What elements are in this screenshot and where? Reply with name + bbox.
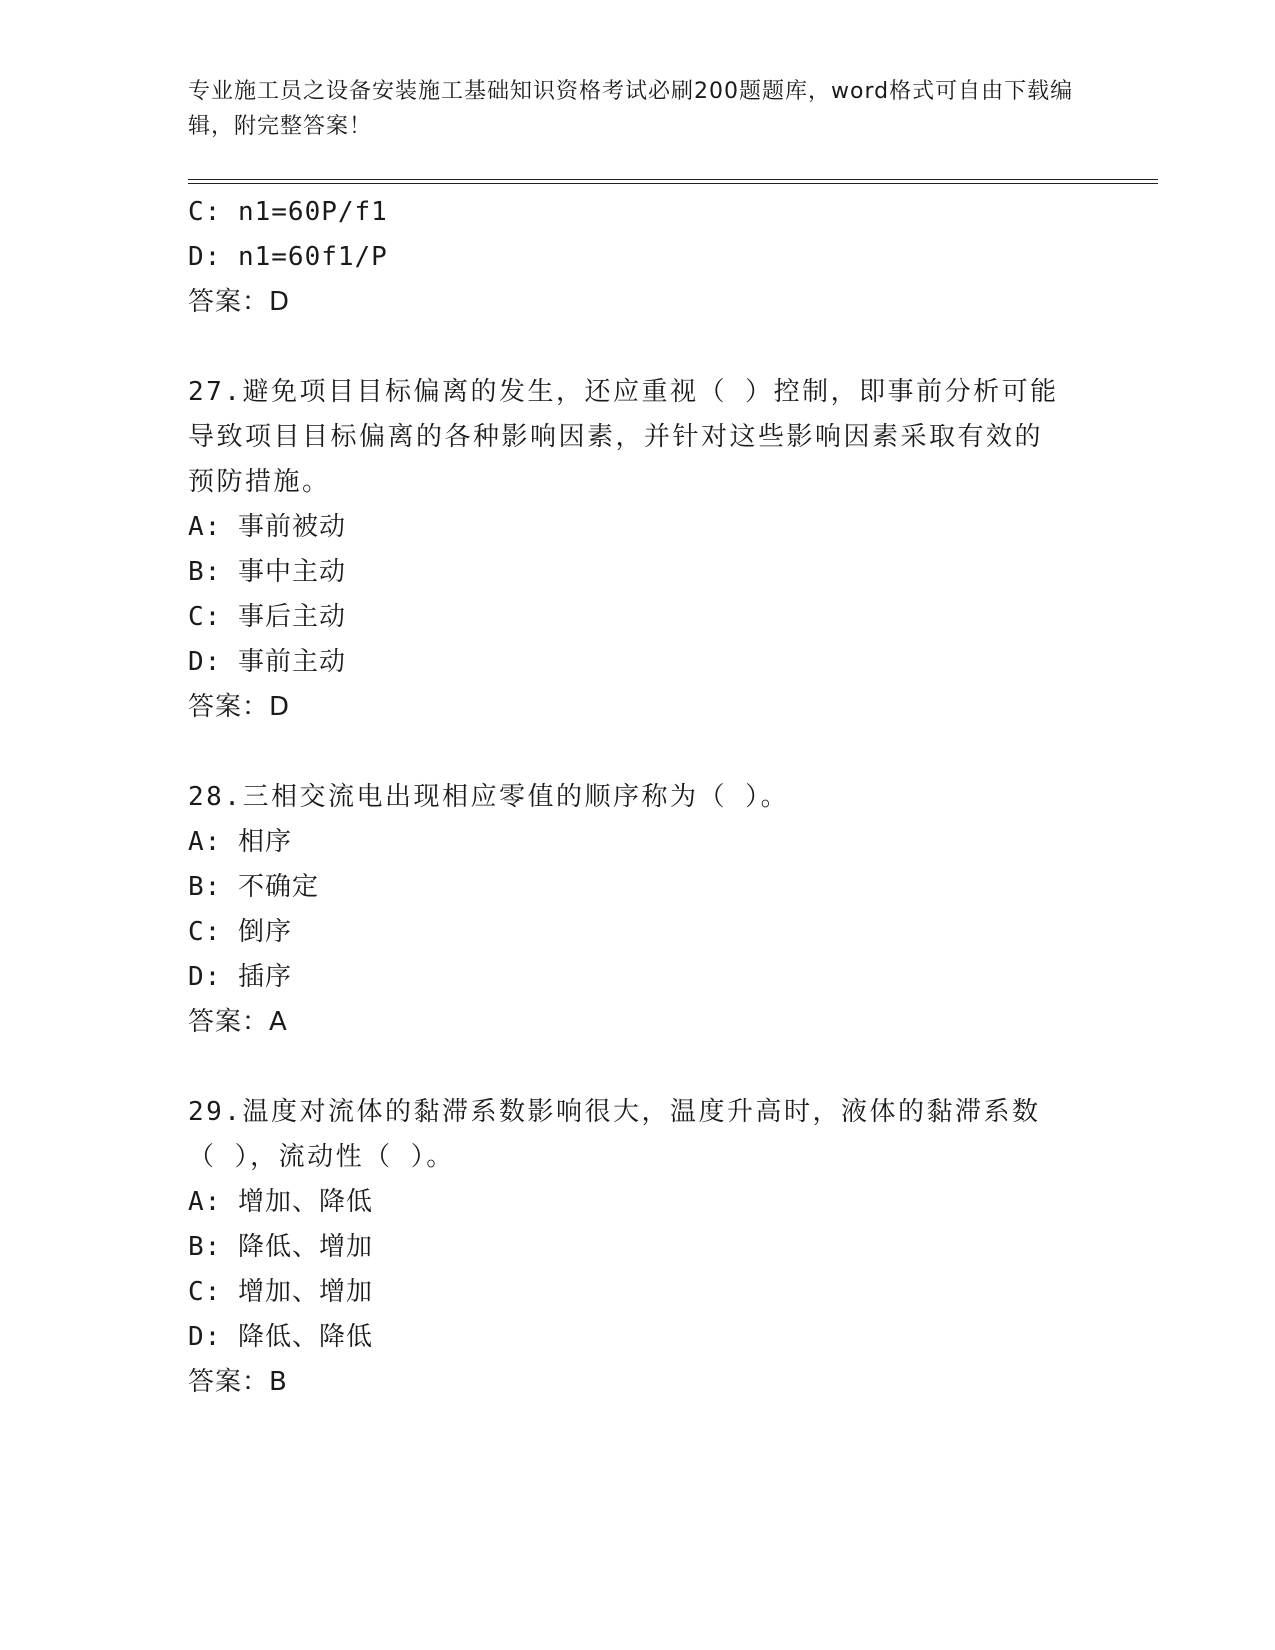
- question-26-continued: [188, 190, 1088, 325]
- option-d: D: 降低、降低: [188, 1322, 373, 1352]
- option-b: B: 不确定: [188, 872, 319, 902]
- question-29: [188, 1090, 1088, 1405]
- answer-line: 答案：A: [188, 1007, 288, 1037]
- option-b: B: 事中主动: [188, 557, 346, 587]
- question-text: 27.避免项目目标偏离的发生，还应重视（ ）控制，即事前分析可能导致项目目标偏离的各种影响因素，并针对这些影响因素采取有效的预防措施。: [188, 377, 1059, 497]
- question-list: [188, 190, 1088, 1405]
- header-divider-top: [188, 179, 1158, 180]
- option-d: D: 插序: [188, 962, 292, 992]
- question-27: [188, 370, 1088, 730]
- spacer: [188, 730, 1088, 775]
- option-c: C: 增加、增加: [188, 1277, 373, 1307]
- spacer: [188, 325, 1088, 370]
- document-header: 专业施工员之设备安装施工基础知识资格考试必刷200题题库，word格式可自由下载编辑，附完整答案！: [188, 79, 1074, 139]
- option-c: C: 倒序: [188, 917, 292, 947]
- answer-line: 答案：D: [188, 692, 291, 722]
- header-divider-bottom: [188, 183, 1158, 184]
- question-text: 28.三相交流电出现相应零值的顺序称为（ ）。: [188, 782, 790, 812]
- option-a: A: 增加、降低: [188, 1187, 373, 1217]
- option-b: B: 降低、增加: [188, 1232, 373, 1262]
- question-28: [188, 775, 1088, 1045]
- question-text: 29.温度对流体的黏滞系数影响很大，温度升高时，液体的黏滞系数（ ），流动性（ ）。: [188, 1097, 1041, 1172]
- spacer: [188, 1045, 1088, 1090]
- option-c: C: n1=60P/f1: [188, 197, 388, 227]
- option-d: D: n1=60f1/P: [188, 242, 388, 272]
- option-c: C: 事后主动: [188, 602, 346, 632]
- answer-line: 答案：B: [188, 1367, 288, 1397]
- option-d: D: 事前主动: [188, 647, 346, 677]
- option-a: A: 事前被动: [188, 512, 346, 542]
- answer-line: 答案：D: [188, 287, 291, 317]
- option-a: A: 相序: [188, 827, 292, 857]
